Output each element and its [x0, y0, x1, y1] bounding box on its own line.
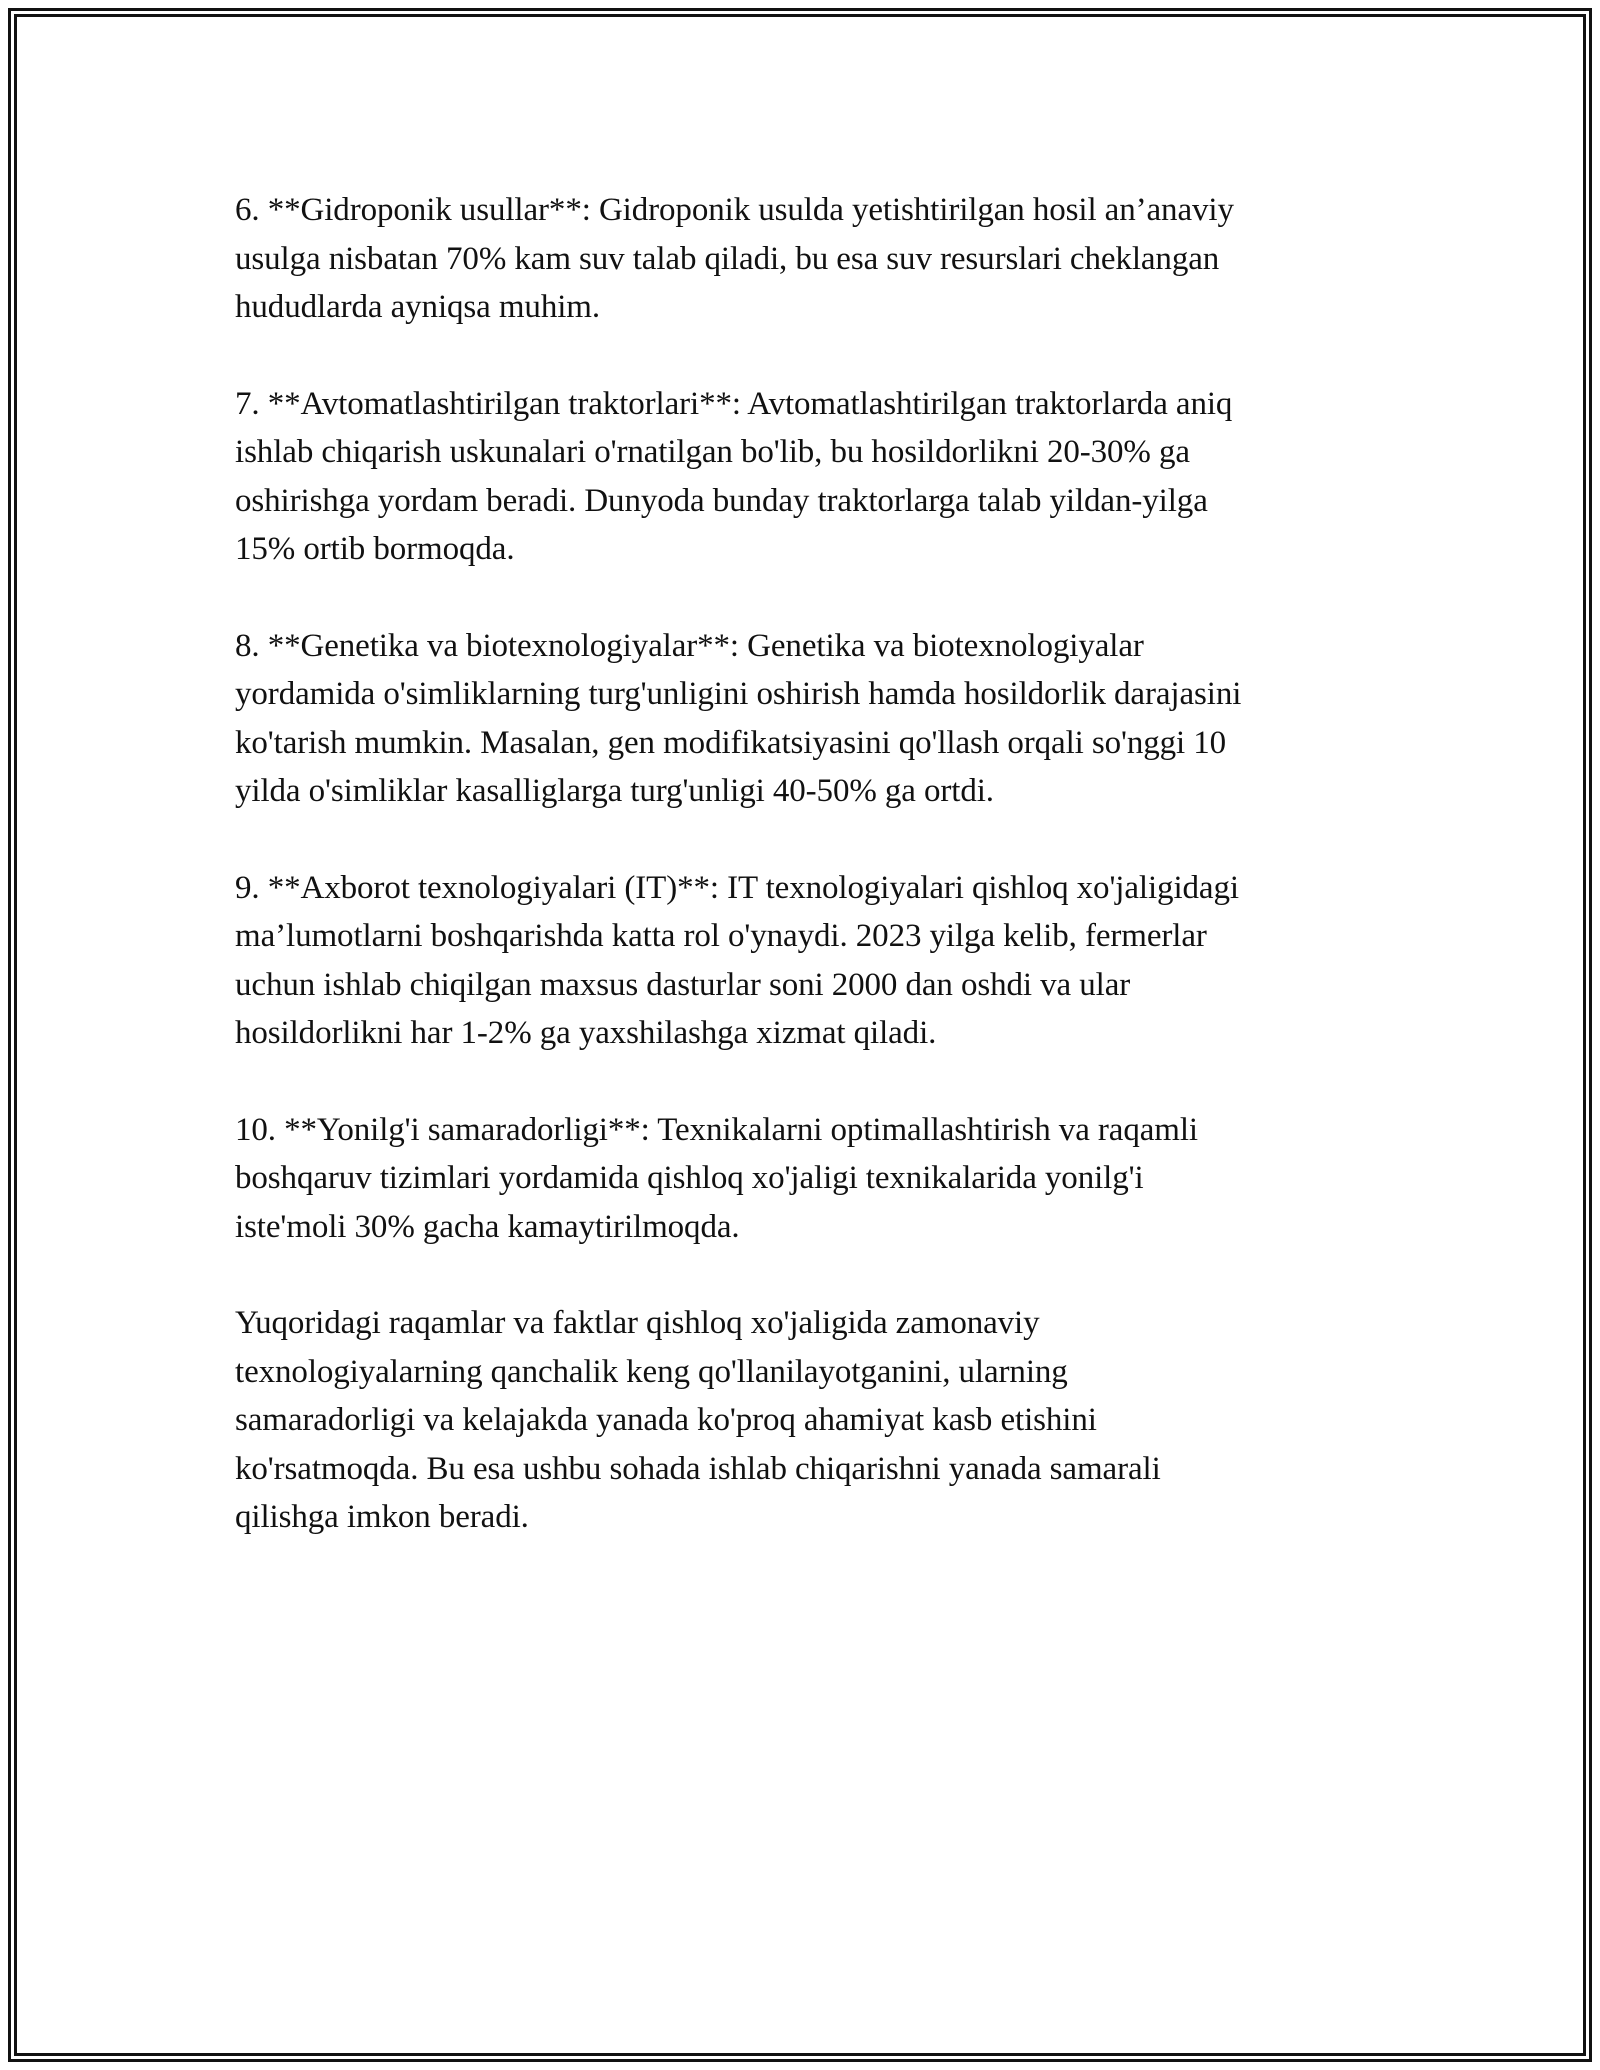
text-line: 6. **Gidroponik usullar**: Gidroponik usulda yetishtirilgan hosil an’anaviy — [235, 192, 1234, 228]
paragraph-genetics-biotech — [235, 622, 1375, 816]
document-body — [235, 186, 1375, 1590]
paragraph-information-technology — [235, 864, 1375, 1058]
text-line: ma’lumotlarni boshqarishda katta rol o'ynaydi. 2023 yilga kelib, fermerlar — [235, 918, 1207, 954]
text-line: 9. **Axborot texnologiyalari (IT)**: IT texnologiyalari qishloq xo'jaligidagi — [235, 869, 1239, 906]
paragraph-conclusion — [235, 1299, 1375, 1542]
text-line: 10. **Yonilg'i samaradorligi**: Texnikalarni optimallashtirish va raqamli — [235, 1111, 1198, 1148]
text-line: ko'rsatmoqda. Bu esa ushbu sohada ishlab chiqarishni yanada samarali — [235, 1450, 1161, 1487]
text-line: hosildorlikni har 1-2% ga yaxshilashga xizmat qiladi. — [235, 1015, 937, 1051]
text-line: ko'tarish mumkin. Masalan, gen modifikatsiyasini qo'llash orqali so'nggi 10 — [235, 724, 1227, 761]
text-line: yordamida o'simliklarning turg'unligini oshirish hamda hosildorlik darajasini — [235, 676, 1242, 712]
text-line: ishlab chiqarish uskunalari o'rnatilgan bo'lib, bu hosildorlikni 20-30% ga — [235, 434, 1190, 470]
text-line: hududlarda ayniqsa muhim. — [235, 289, 601, 325]
text-line: samaradorligi va kelajakda yanada ko'proq ahamiyat kasb etishini — [235, 1402, 1097, 1438]
text-line: 8. **Genetika va biotexnologiyalar**: Genetika va biotexnologiyalar — [235, 627, 1144, 664]
text-line: qilishga imkon beradi. — [235, 1499, 529, 1535]
text-line: 15% ortib bormoqda. — [235, 531, 515, 567]
text-line: Yuqoridagi raqamlar va faktlar qishloq xo'jaligida zamonaviy — [235, 1305, 1040, 1341]
paragraph-hydroponics — [235, 186, 1375, 332]
text-line: oshirishga yordam beradi. Dunyoda bunday traktorlarga talab yildan-yilga — [235, 482, 1208, 519]
text-line: boshqaruv tizimlari yordamida qishloq xo'jaligi texnikalarida yonilg'i — [235, 1160, 1144, 1196]
text-line: 7. **Avtomatlashtirilgan traktorlari**: Avtomatlashtirilgan traktorlarda aniq — [235, 385, 1233, 422]
paragraph-fuel-efficiency — [235, 1106, 1375, 1252]
text-line: texnologiyalarning qanchalik keng qo'llanilayotganini, ularning — [235, 1353, 1068, 1390]
paragraph-automated-tractors — [235, 380, 1375, 574]
text-line: iste'moli 30% gacha kamaytirilmoqda. — [235, 1208, 740, 1245]
text-line: usulga nisbatan 70% kam suv talab qiladi, bu esa suv resurslari cheklangan — [235, 240, 1220, 277]
text-line: uchun ishlab chiqilgan maxsus dasturlar soni 2000 dan oshdi va ular — [235, 966, 1131, 1003]
text-line: yilda o'simliklar kasalliglarga turg'unligi 40-50% ga ortdi. — [235, 773, 994, 809]
